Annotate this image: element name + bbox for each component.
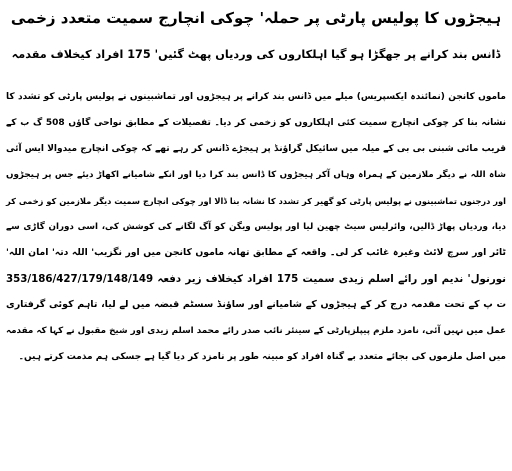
article-line: عمل میں نہیں آئی، نامزد ملزم پیپلزپارٹی کے سینئر نائب صدر رائے محمد اسلم زیدی اور شیخ مقبول نے کہا کہ مقدمہ	[6, 326, 506, 336]
article-line: میں اصل ملزموں کی بجائے متعدد بے گناہ افراد کو مبینہ طور پر نامزد کر دیا گیا ہے جسکی ہم مذمت کرتے ہیں۔	[18, 352, 506, 362]
article-line: اور درجنوں تماشبینوں نے پولیس پارٹی کو گھیر کر تشدد کا نشانہ بنا ڈالا اور چوکی انچارج سمیت دیگر ملازمین کو زخمی کر	[6, 196, 506, 206]
article-line: نورنول' ندیم اور رائے اسلم زیدی سمیت 175 افراد کیخلاف زیر دفعہ 353/186/427/179/148/149	[6, 273, 506, 285]
article-line: ماموں کانجن (نمائندہ ایکسپریس) میلے میں ڈانس بند کرانے پر ہیجڑوں اور تماشبینوں نے پولیس پارٹی کو تشدد کا	[6, 92, 506, 102]
article-line: دیا، وردیاں پھاڑ ڈالیں، وائرلیس سیٹ چھین لیا اور پولیس ویگن کو آگ لگانے کی کوشش کی، اسی دوران گاڑی سے	[6, 222, 506, 232]
article-body	[6, 84, 506, 370]
article-line: نشانہ بنا کر چوکی انچارج سمیت کئی اہلکاروں کو زخمی کر دیا۔ تفصیلات کے مطابق نواحی گاؤں 508 گ ب کے	[6, 118, 506, 128]
headline: ہیجڑوں کا پولیس پارٹی پر حملہ' چوکی انچارج سمیت متعدد زخمی	[10, 9, 502, 27]
article-line: قریب مائی شبنی بی بی کے میلہ میں سائیکل گراؤنڈ پر ہیجڑے ڈانس کر رہے تھے کہ چوکی انچارج میدوالا ایس آئی	[6, 144, 506, 154]
subheadline: ڈانس بند کرانے پر جھگڑا ہو گیا اہلکاروں کی وردیاں پھٹ گئیں' 175 افراد کیخلاف مقدمہ	[11, 48, 501, 61]
article-line: ت پ کے تحت مقدمہ درج کر کے ہیجڑوں کے شامیانے اور ساؤنڈ سسٹم قبضہ میں لے لیا، تاہم کوئی گرفتاری	[6, 299, 506, 310]
article-line: ٹائر اور سرچ لائٹ وغیرہ غائب کر لی۔ واقعہ کے مطابق تھانہ ماموں کانجن میں اور نگزیب' اللہ دتہ' امان اللہ'	[6, 247, 506, 258]
article-line: شاہ اللہ نے دیگر ملازمین کے ہمراہ وہاں آکر ہیجڑوں کا ڈانس بند کرا دیا اور انکے شامیانے اکھاڑ دیئے جس پر ہیجڑوں	[6, 170, 506, 180]
